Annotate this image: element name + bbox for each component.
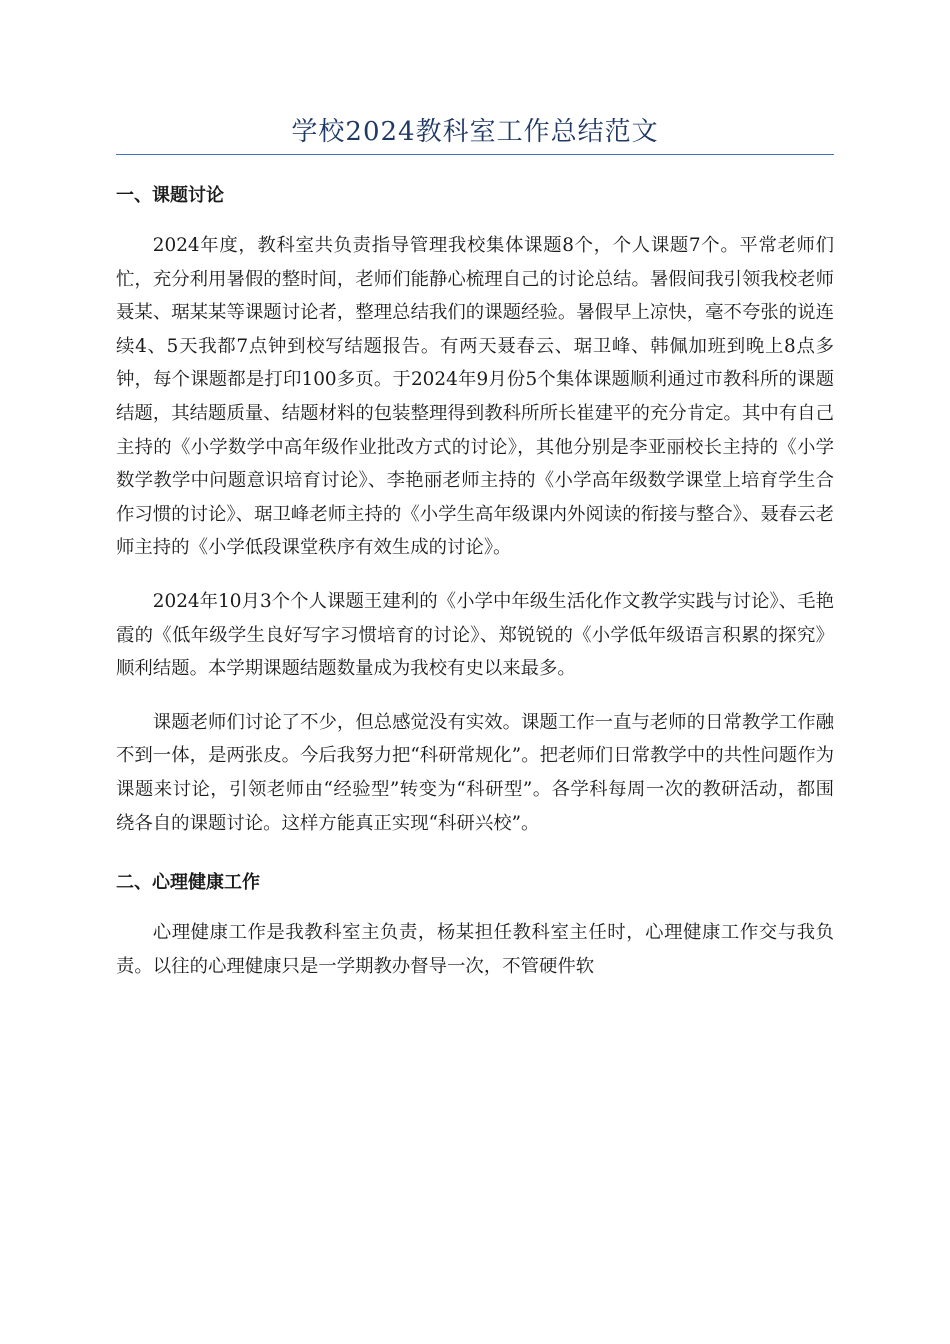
- document-title: 学校2024教科室工作总结范文: [291, 117, 659, 147]
- paragraph: 课题老师们讨论了不少，但总感觉没有实效。课题工作一直与老师的日常教学工作融不到一体，是两张皮。今后我努力把“科研常规化”。把老师们日常教学中的共性问题作为课题来讨论，引领老师由“经验型”转变为“科研型”。各学科每周一次的教研活动，都围绕各自的课题讨论。这样方能真正实现“科研兴校”。: [116, 711, 834, 834]
- paragraph: 心理健康工作是我教科室主负责，杨某担任教科室主任时，心理健康工作交与我负责。以往的心理健康只是一学期教办督导一次，不管硬件软: [116, 922, 834, 977]
- document-page: [116, 112, 834, 983]
- paragraph: 2024年度，教科室共负责指导管理我校集体课题8个，个人课题7个。平常老师们忙，充分利用暑假的整时间，老师们能静心梳理自己的讨论总结。暑假间我引领我校老师聂某、琚某某等课题讨论者，整理总结我们的课题经验。暑假早上凉快，毫不夸张的说连续4、5天我都7点钟到校写结题报告。有两天聂春云、琚卫峰、韩佩加班到晚上8点多钟，每个课题都是打印100多页。于2024年9月份5个集体课题顺利通过市教科所的课题结题，其结题质量、结题材料的包装整理得到教科所所长崔建平的充分肯定。其中有自己主持的《小学数学中高年级作业批改方式的讨论》，其他分别是李亚丽校长主持的《小学数学教学中问题意识培育讨论》、李艳丽老师主持的《小学高年级数学课堂上培育学生合作习惯的讨论》、琚卫峰老师主持的《小学生高年级课内外阅读的衔接与整合》、聂春云老师主持的《小学低段课堂秩序有效生成的讨论》。: [116, 235, 834, 559]
- section-mental-health: [116, 868, 834, 983]
- section-research-topics: [116, 181, 834, 840]
- title-underline: [116, 154, 834, 155]
- section-heading: 一、课题讨论: [116, 185, 224, 206]
- paragraph: 2024年10月3个个人课题王建利的《小学中年级生活化作文教学实践与讨论》、毛艳霞的《低年级学生良好写字习惯培育的讨论》、郑锐锐的《小学低年级语言积累的探究》顺利结题。本学期课题结题数量成为我校有史以来最多。: [116, 590, 834, 680]
- section-heading: 二、心理健康工作: [116, 872, 260, 894]
